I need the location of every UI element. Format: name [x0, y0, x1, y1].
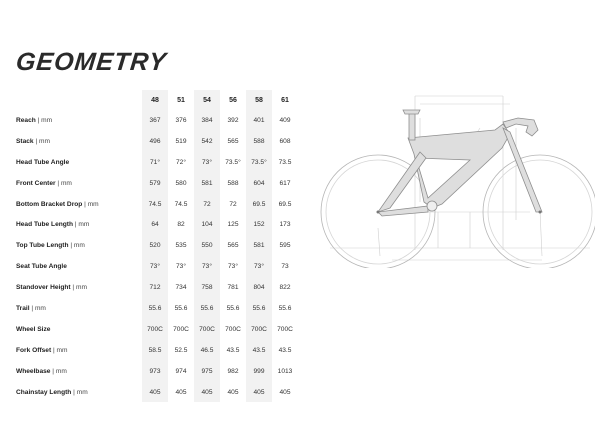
- row-label-text: Trail: [16, 304, 30, 312]
- size-header-58: 58: [246, 90, 272, 110]
- table-cell: 73: [281, 263, 289, 271]
- table-cell: 700C: [173, 325, 189, 333]
- size-header-56: 56: [229, 96, 237, 104]
- row-label: [16, 305, 142, 312]
- table-cell: 55.6: [174, 304, 188, 312]
- row-label: [16, 284, 142, 291]
- table-cell: 392: [227, 116, 239, 124]
- row-unit: | mm: [51, 346, 68, 354]
- table-cell: 595: [279, 242, 291, 250]
- table-cell: 72: [229, 200, 237, 208]
- table-row: [16, 235, 298, 256]
- table-cell: 409: [279, 116, 291, 124]
- table-cell: 173: [279, 221, 291, 229]
- table-cell: 74.5: [174, 200, 188, 208]
- table-cell: 55.6: [278, 304, 292, 312]
- table-cell: 550: [194, 235, 220, 256]
- row-label-text: Wheelbase: [16, 367, 51, 375]
- table-cell: 43.5: [226, 346, 240, 354]
- table-cell: 58.5: [142, 340, 168, 361]
- table-cell: 520: [142, 235, 168, 256]
- table-cell: 69.5: [278, 200, 292, 208]
- table-cell: 74.5: [142, 194, 168, 215]
- table-row: [16, 214, 298, 235]
- table-cell: 975: [194, 361, 220, 382]
- table-row: [16, 298, 298, 319]
- table-cell: 617: [279, 179, 291, 187]
- row-label-text: Wheel Size: [16, 325, 51, 333]
- row-unit: | mm: [33, 137, 50, 145]
- table-cell: 405: [227, 388, 239, 396]
- table-cell: 405: [279, 388, 291, 396]
- table-cell: 804: [246, 277, 272, 298]
- table-row: [16, 131, 298, 152]
- row-label-text: Head Tube Length: [16, 221, 74, 229]
- row-label-text: Head Tube Angle: [16, 158, 70, 166]
- table-cell: 52.5: [174, 346, 188, 354]
- size-header-54: 54: [194, 90, 220, 110]
- table-cell: 700C: [246, 319, 272, 340]
- table-cell: 73°: [246, 256, 272, 277]
- table-cell: 604: [246, 173, 272, 194]
- table-cell: 700C: [277, 325, 293, 333]
- table-row: [16, 382, 298, 403]
- row-label: [16, 159, 142, 166]
- row-label: [16, 117, 142, 124]
- geometry-table: [16, 90, 298, 402]
- row-unit: | mm: [29, 304, 46, 312]
- table-cell: 376: [175, 116, 187, 124]
- row-unit: | mm: [70, 284, 87, 292]
- bike-frame: [378, 110, 542, 216]
- table-row: [16, 361, 298, 382]
- table-row: [16, 277, 298, 298]
- table-cell: 405: [175, 388, 187, 396]
- table-cell: 581: [246, 235, 272, 256]
- row-label-text: Standover Height: [16, 284, 71, 292]
- row-label: [16, 242, 142, 249]
- row-label-text: Bottom Bracket Drop: [16, 200, 83, 208]
- row-label-text: Chainstay Length: [16, 388, 72, 396]
- table-cell: 367: [142, 110, 168, 131]
- table-cell: 384: [194, 110, 220, 131]
- table-cell: 73°: [194, 152, 220, 173]
- table-cell: 982: [227, 367, 239, 375]
- table-row: [16, 173, 298, 194]
- table-cell: 734: [175, 284, 187, 292]
- table-cell: 579: [142, 173, 168, 194]
- row-label-text: Reach: [16, 116, 36, 124]
- table-cell: 973: [142, 361, 168, 382]
- row-label-text: Seat Tube Angle: [16, 263, 67, 271]
- row-label-text: Top Tube Length: [16, 242, 69, 250]
- table-cell: 781: [227, 284, 239, 292]
- table-cell: 999: [246, 361, 272, 382]
- row-unit: | mm: [73, 221, 90, 229]
- table-cell: 405: [194, 382, 220, 403]
- table-cell: 588: [246, 131, 272, 152]
- row-unit: | mm: [35, 116, 53, 124]
- table-row: [16, 194, 298, 215]
- table-cell: 700C: [225, 325, 241, 333]
- table-cell: 73°: [176, 263, 186, 271]
- table-cell: 565: [227, 137, 239, 145]
- row-label-text: Stack: [16, 137, 34, 145]
- row-unit: | mm: [82, 200, 99, 208]
- table-row: [16, 256, 298, 277]
- table-cell: 64: [142, 214, 168, 235]
- table-cell: 588: [227, 179, 239, 187]
- row-label: [16, 201, 142, 208]
- table-cell: 71°: [142, 152, 168, 173]
- table-row: [16, 152, 298, 173]
- table-cell: 700C: [142, 319, 168, 340]
- table-cell: 608: [279, 137, 291, 145]
- table-cell: 535: [175, 242, 187, 250]
- row-unit: | mm: [55, 179, 72, 187]
- table-cell: 822: [279, 284, 291, 292]
- row-label: [16, 138, 142, 145]
- page-title: GEOMETRY: [14, 48, 169, 76]
- table-cell: 73°: [194, 256, 220, 277]
- table-cell: 43.5: [246, 340, 272, 361]
- row-label: [16, 263, 142, 270]
- table-cell: 73°: [142, 256, 168, 277]
- table-cell: 72°: [176, 158, 186, 166]
- row-label: [16, 326, 142, 333]
- table-cell: 700C: [194, 319, 220, 340]
- table-cell: 974: [175, 367, 187, 375]
- bike-geometry-diagram: [320, 88, 595, 268]
- table-cell: 712: [142, 277, 168, 298]
- row-label: [16, 368, 142, 375]
- row-label: [16, 180, 142, 187]
- row-label: [16, 347, 142, 354]
- table-cell: 1013: [277, 367, 293, 375]
- table-cell: 55.6: [194, 298, 220, 319]
- table-cell: 43.5: [278, 346, 292, 354]
- row-label: [16, 389, 142, 396]
- table-cell: 55.6: [246, 298, 272, 319]
- table-row: [16, 110, 298, 131]
- table-row: [16, 340, 298, 361]
- table-cell: 55.6: [226, 304, 240, 312]
- table-cell: 73°: [228, 263, 238, 271]
- table-cell: 72: [194, 194, 220, 215]
- table-row: [16, 319, 298, 340]
- row-unit: | mm: [71, 388, 88, 396]
- table-cell: 73.5°: [225, 158, 241, 166]
- table-cell: 405: [246, 382, 272, 403]
- size-header-61: 61: [281, 96, 289, 104]
- table-cell: 565: [227, 242, 239, 250]
- table-cell: 581: [194, 173, 220, 194]
- table-cell: 73.5: [278, 158, 292, 166]
- row-label: [16, 221, 142, 228]
- table-cell: 401: [246, 110, 272, 131]
- table-cell: 125: [227, 221, 239, 229]
- table-cell: 580: [175, 179, 187, 187]
- table-cell: 152: [246, 214, 272, 235]
- row-label-text: Front Center: [16, 179, 56, 187]
- row-unit: | mm: [50, 367, 67, 375]
- table-cell: 69.5: [246, 194, 272, 215]
- table-cell: 73.5°: [246, 152, 272, 173]
- size-header-51: 51: [177, 96, 185, 104]
- table-cell: 104: [194, 214, 220, 235]
- table-cell: 55.6: [142, 298, 168, 319]
- size-header-48: 48: [142, 90, 168, 110]
- table-cell: 542: [194, 131, 220, 152]
- table-cell: 46.5: [194, 340, 220, 361]
- table-cell: 405: [142, 382, 168, 403]
- table-cell: 519: [175, 137, 187, 145]
- table-header-row: [16, 90, 298, 110]
- row-unit: | mm: [68, 242, 85, 250]
- table-cell: 758: [194, 277, 220, 298]
- row-label-text: Fork Offset: [16, 346, 52, 354]
- table-cell: 82: [177, 221, 185, 229]
- table-cell: 496: [142, 131, 168, 152]
